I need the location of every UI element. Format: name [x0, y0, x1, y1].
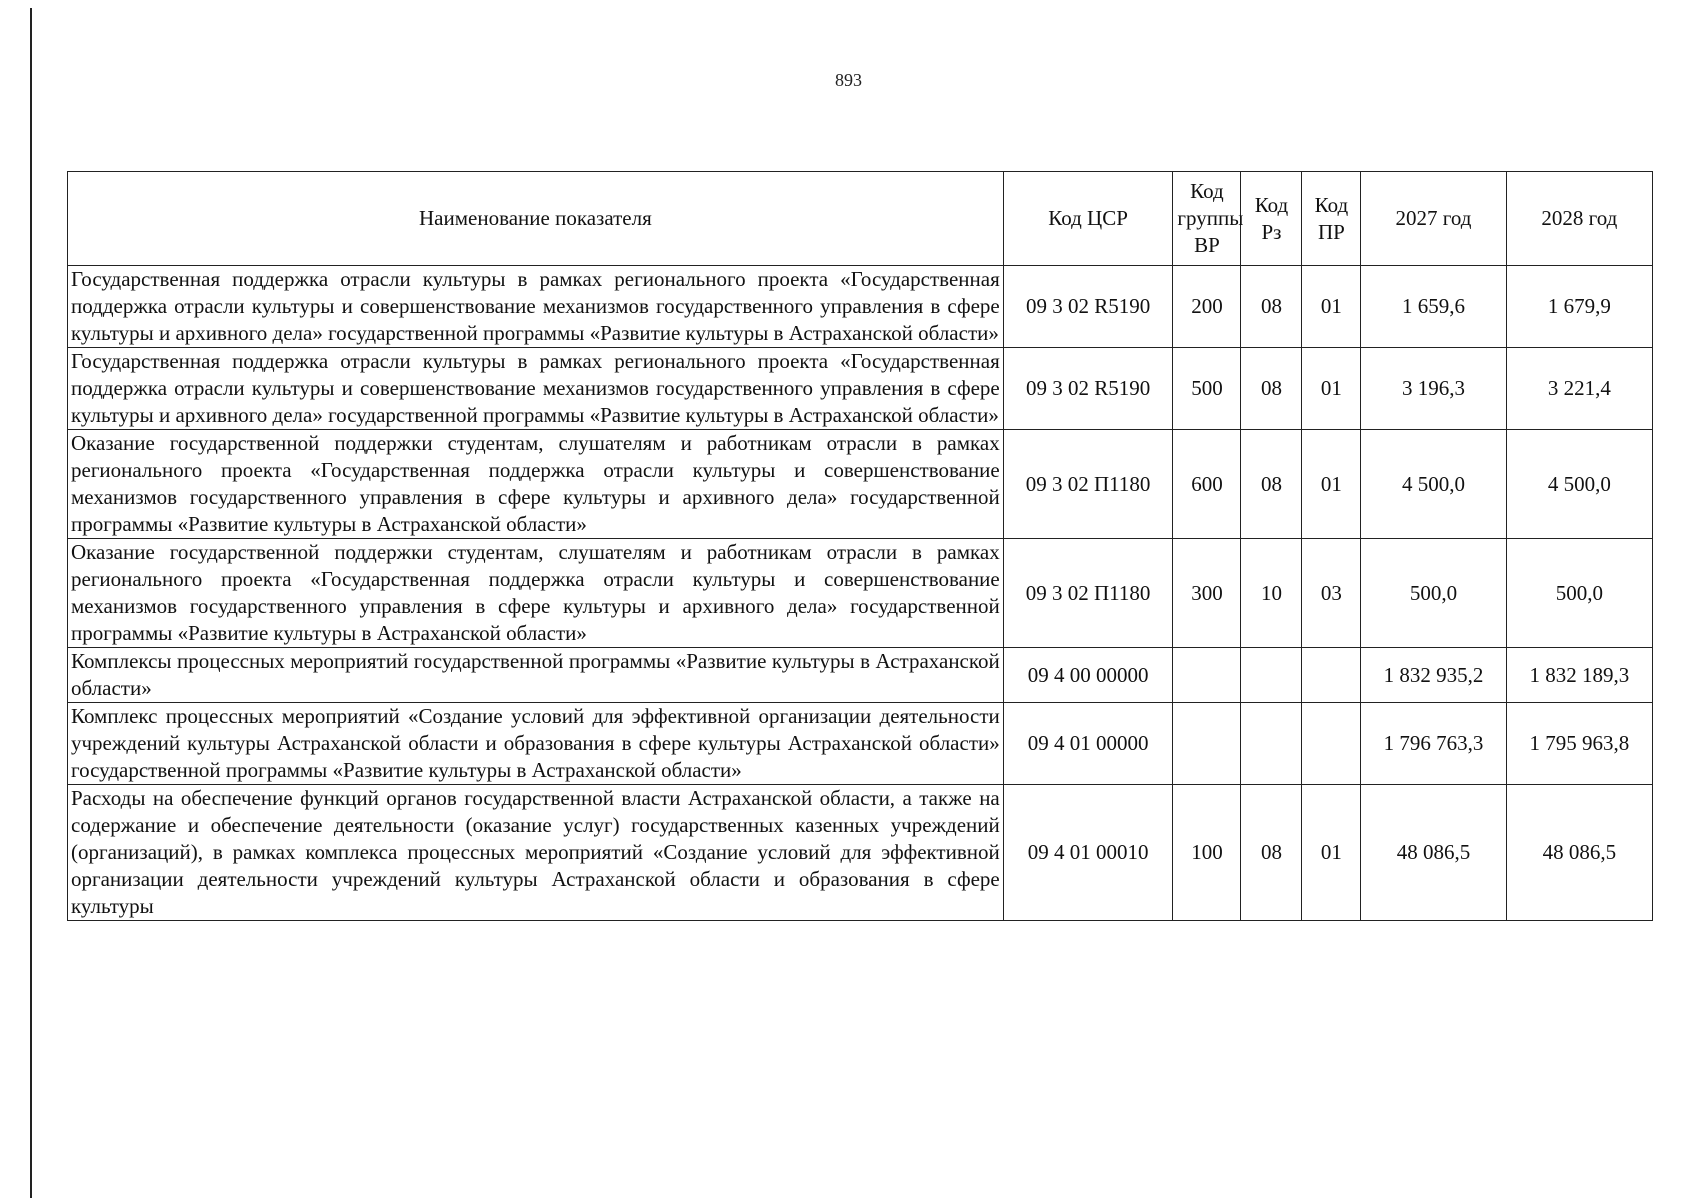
cell-name: Государственная поддержка отрасли культуры в рамках регионального проекта «Государственная поддержка отрасли культуры и совершенствование механизмов государственного управления в сфере культуры и архивного дела» государственной программы «Развитие культуры в Астраханской области» [68, 348, 1004, 430]
cell-csr: 09 3 02 П1180 [1003, 430, 1173, 539]
cell-vr: 600 [1173, 430, 1241, 539]
cell-name: Комплексы процессных мероприятий государственной программы «Развитие культуры в Астраханской области» [68, 648, 1004, 703]
cell-2027: 500,0 [1361, 539, 1506, 648]
table-row [68, 539, 1653, 648]
cell-rz [1241, 648, 1302, 703]
header-pr: Код ПР [1302, 172, 1361, 266]
cell-2027: 1 832 935,2 [1361, 648, 1506, 703]
header-vr: Код группы ВР [1173, 172, 1241, 266]
cell-pr: 01 [1302, 266, 1361, 348]
cell-rz: 08 [1241, 348, 1302, 430]
cell-2027: 3 196,3 [1361, 348, 1506, 430]
cell-2028: 3 221,4 [1506, 348, 1652, 430]
cell-pr: 03 [1302, 539, 1361, 648]
budget-table [67, 171, 1653, 921]
scan-edge-line [30, 8, 32, 1198]
table-row [68, 266, 1653, 348]
cell-vr: 500 [1173, 348, 1241, 430]
cell-rz: 08 [1241, 430, 1302, 539]
cell-2028: 4 500,0 [1506, 430, 1652, 539]
header-2028: 2028 год [1506, 172, 1652, 266]
cell-csr: 09 3 02 П1180 [1003, 539, 1173, 648]
cell-2028: 1 679,9 [1506, 266, 1652, 348]
header-rz: Код Рз [1241, 172, 1302, 266]
cell-vr: 100 [1173, 785, 1241, 921]
cell-name: Расходы на обеспечение функций органов государственной власти Астраханской области, а также на содержание и обеспечение деятельности (оказание услуг) государственных казенных учреждений (организаций), в рамках комплекса процессных мероприятий «Создание условий для эффективной организации деятельности учреждений культуры Астраханской области и образования в сфере культуры [68, 785, 1004, 921]
cell-csr: 09 3 02 R5190 [1003, 266, 1173, 348]
cell-2028: 48 086,5 [1506, 785, 1652, 921]
cell-2027: 48 086,5 [1361, 785, 1506, 921]
cell-rz: 10 [1241, 539, 1302, 648]
cell-vr: 300 [1173, 539, 1241, 648]
cell-2027: 4 500,0 [1361, 430, 1506, 539]
cell-2028: 1 832 189,3 [1506, 648, 1652, 703]
cell-vr [1173, 703, 1241, 785]
table-row [68, 430, 1653, 539]
cell-csr: 09 4 01 00000 [1003, 703, 1173, 785]
table-row [68, 648, 1653, 703]
table-row [68, 703, 1653, 785]
cell-pr [1302, 648, 1361, 703]
cell-pr [1302, 703, 1361, 785]
header-name: Наименование показателя [68, 172, 1004, 266]
cell-pr: 01 [1302, 348, 1361, 430]
cell-rz: 08 [1241, 785, 1302, 921]
cell-2027: 1 659,6 [1361, 266, 1506, 348]
cell-name: Государственная поддержка отрасли культуры в рамках регионального проекта «Государственная поддержка отрасли культуры и совершенствование механизмов государственного управления в сфере культуры и архивного дела» государственной программы «Развитие культуры в Астраханской области» [68, 266, 1004, 348]
page-number: 893 [835, 70, 862, 90]
cell-csr: 09 4 01 00010 [1003, 785, 1173, 921]
header-2027: 2027 год [1361, 172, 1506, 266]
cell-2028: 1 795 963,8 [1506, 703, 1652, 785]
cell-2027: 1 796 763,3 [1361, 703, 1506, 785]
cell-csr: 09 4 00 00000 [1003, 648, 1173, 703]
cell-name: Оказание государственной поддержки студентам, слушателям и работникам отрасли в рамках регионального проекта «Государственная поддержка отрасли культуры и совершенствование механизмов государственного управления в сфере культуры и архивного дела» государственной программы «Развитие культуры в Астраханской области» [68, 539, 1004, 648]
table-row [68, 785, 1653, 921]
table-header-row [68, 172, 1653, 266]
cell-2028: 500,0 [1506, 539, 1652, 648]
cell-name: Комплекс процессных мероприятий «Создание условий для эффективной организации деятельности учреждений культуры Астраханской области и образования в сфере культуры Астраханской области» государственной программы «Развитие культуры в Астраханской области» [68, 703, 1004, 785]
cell-name: Оказание государственной поддержки студентам, слушателям и работникам отрасли в рамках регионального проекта «Государственная поддержка отрасли культуры и совершенствование механизмов государственного управления в сфере культуры и архивного дела» государственной программы «Развитие культуры в Астраханской области» [68, 430, 1004, 539]
cell-vr [1173, 648, 1241, 703]
cell-pr: 01 [1302, 430, 1361, 539]
header-csr: Код ЦСР [1003, 172, 1173, 266]
cell-pr: 01 [1302, 785, 1361, 921]
cell-vr: 200 [1173, 266, 1241, 348]
cell-rz [1241, 703, 1302, 785]
cell-rz: 08 [1241, 266, 1302, 348]
cell-csr: 09 3 02 R5190 [1003, 348, 1173, 430]
table-row [68, 348, 1653, 430]
